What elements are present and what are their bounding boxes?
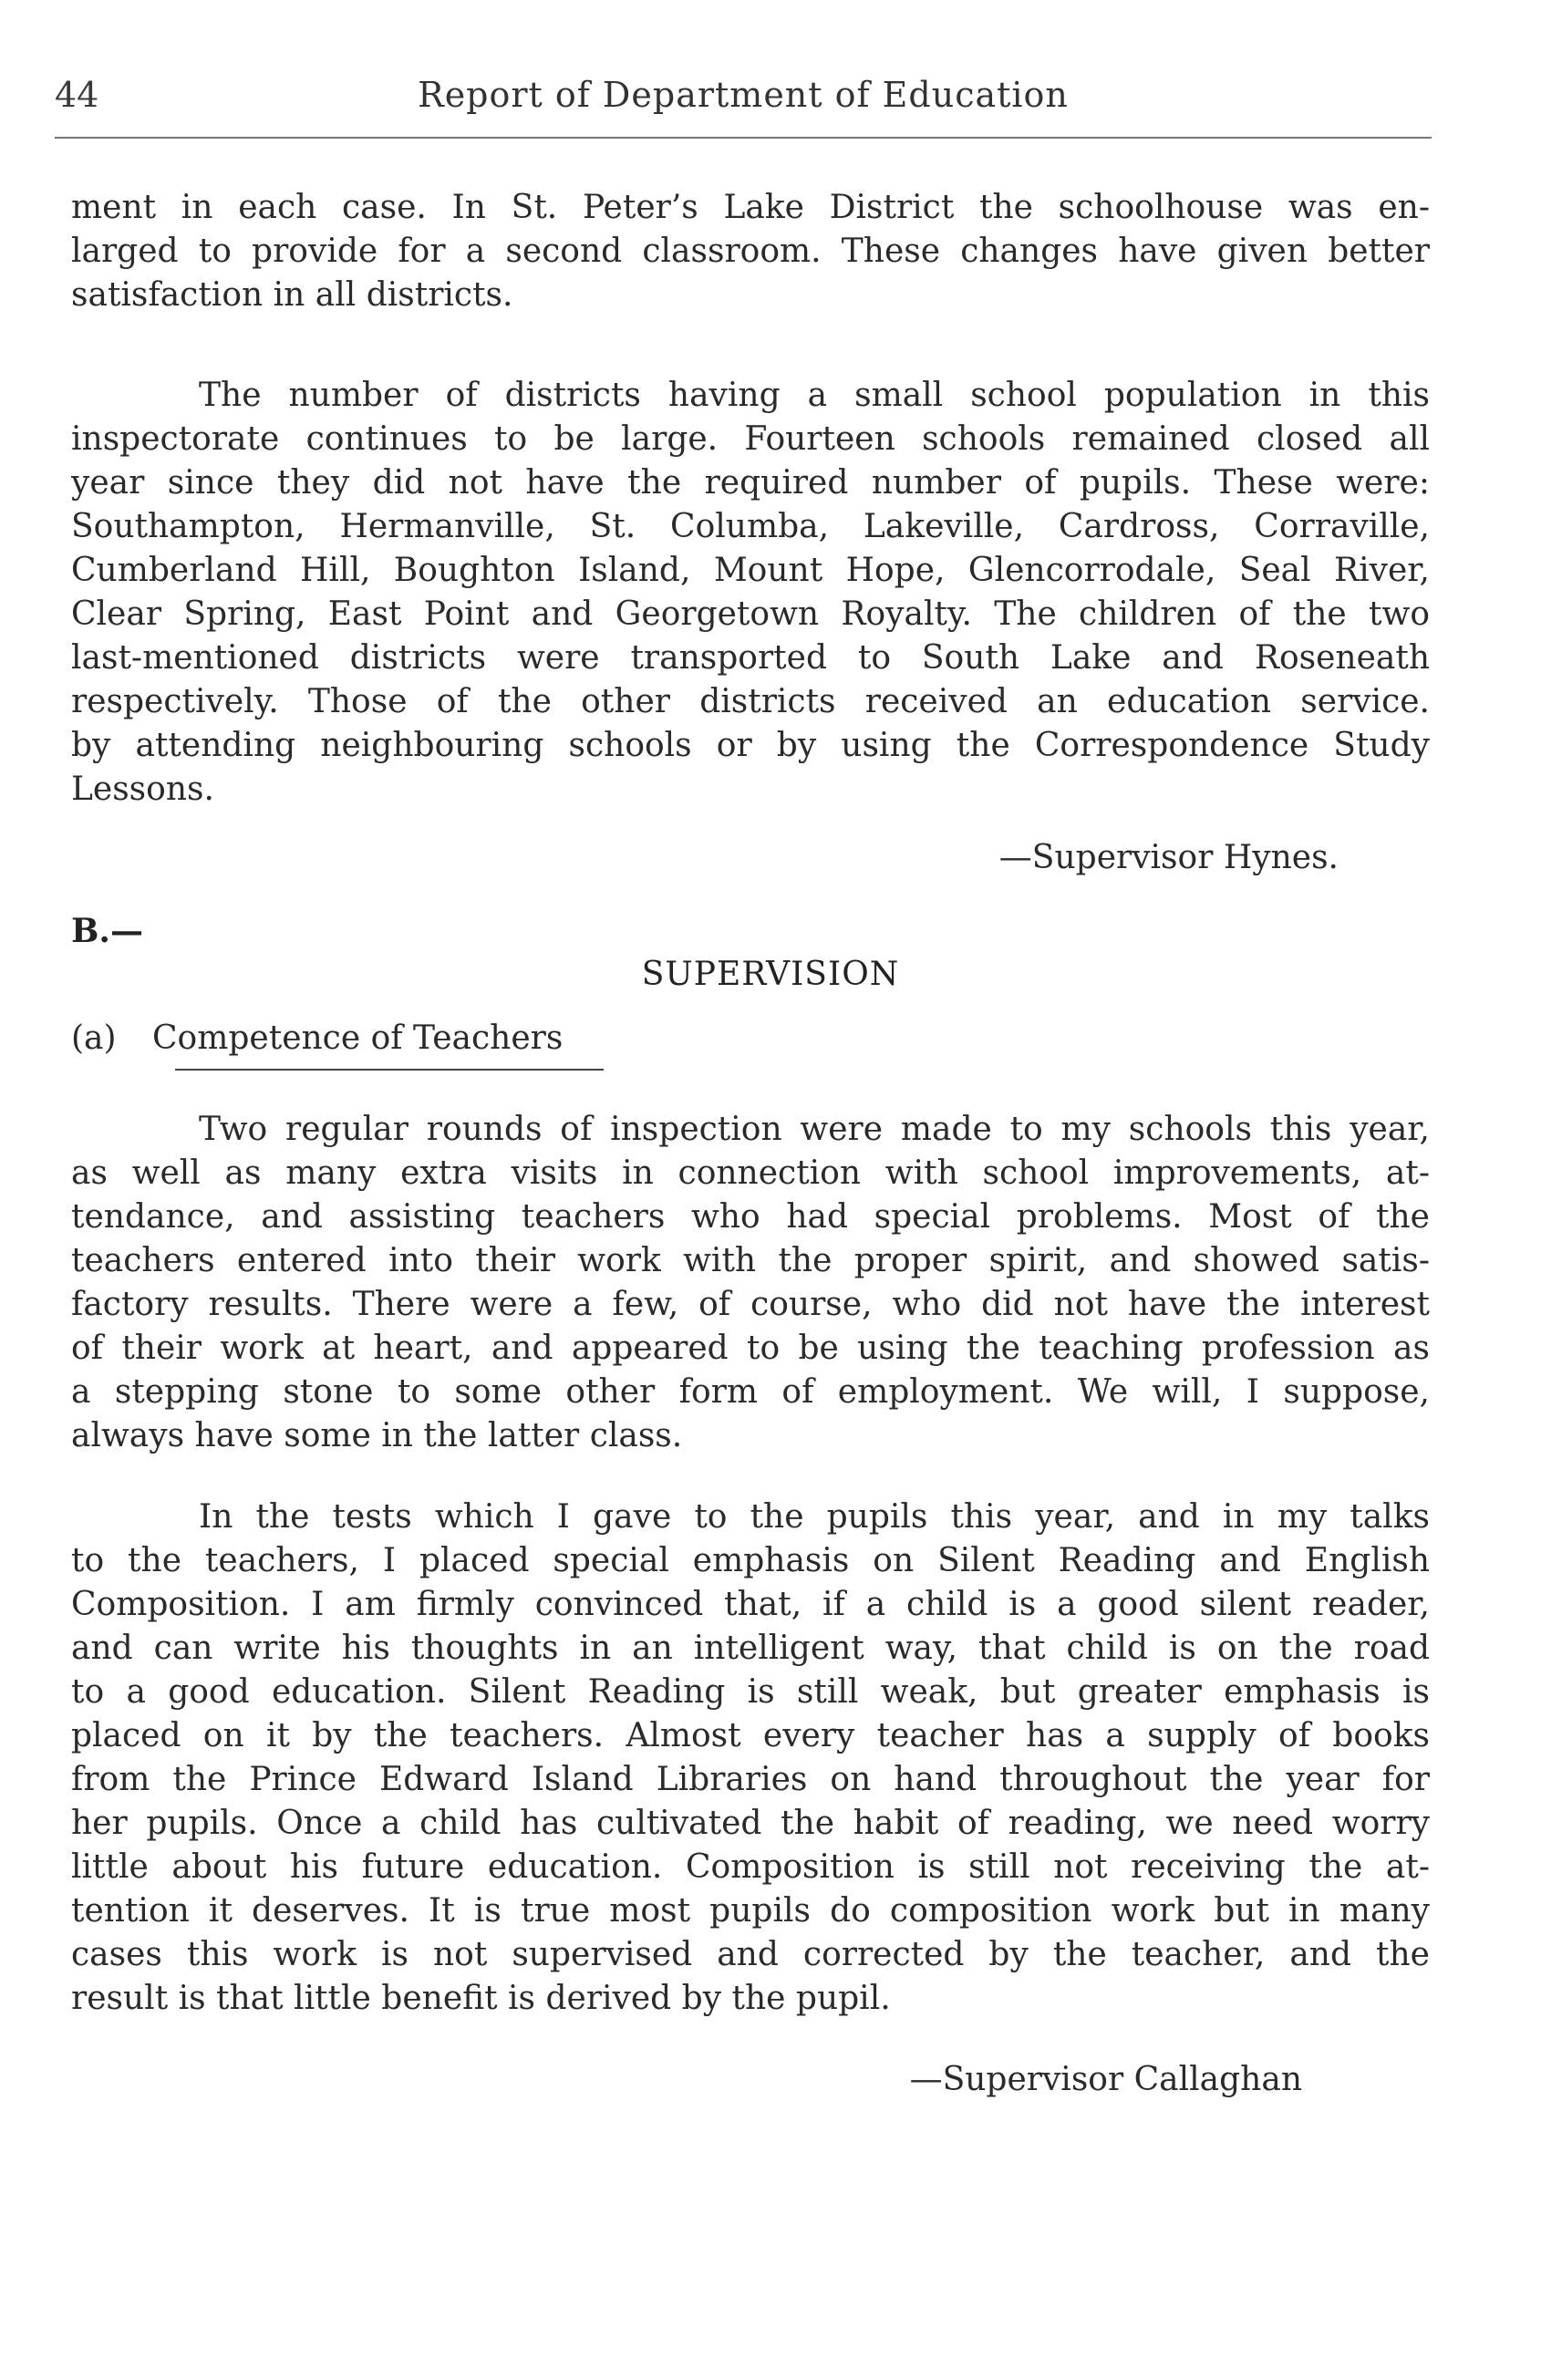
subsection-heading (71, 1019, 563, 1057)
paragraph-inspection-rounds (71, 1108, 1430, 1458)
text-line: larged to provide for a second classroom. These changes have given better (71, 233, 1430, 270)
subsection-marker: (a) (71, 1019, 117, 1057)
text-line: result is that little benefit is derived by the pupil. (71, 1980, 891, 2017)
text-line: her pupils. Once a child has cultivated the habit of reading, we need worry (71, 1805, 1430, 1842)
text-line: always have some in the latter class. (71, 1417, 683, 1454)
text-line: cases this work is not supervised and corrected by the teacher, and the (71, 1936, 1430, 1973)
text-line: Lessons. (71, 771, 214, 808)
text-line: satisfaction in all districts. (71, 276, 513, 314)
text-line: In the tests which I gave to the pupils this year, and in my talks (199, 1498, 1430, 1536)
text-line: teachers entered into their work with the proper spirit, and showed satis- (71, 1242, 1430, 1279)
text-line: tention it deserves. It is true most pupils do composition work but in many (71, 1892, 1430, 1930)
text-line: year since they did not have the required number of pupils. These were: (71, 464, 1430, 502)
text-line: a stepping stone to some other form of employment. We will, I suppose, (71, 1373, 1430, 1411)
text-line: Clear Spring, East Point and Georgetown Royalty. The children of the two (71, 595, 1430, 633)
page-number: 44 (55, 75, 99, 115)
text-line: The number of districts having a small school population in this (199, 377, 1430, 414)
text-line: placed on it by the teachers. Almost every teacher has a supply of books (71, 1717, 1430, 1754)
page-header (55, 75, 1432, 129)
paragraph-district-changes (71, 186, 1430, 317)
text-line: by attending neighbouring schools or by using the Correspondence Study (71, 727, 1430, 764)
section-letter: B.— (71, 912, 143, 950)
text-line: ment in each case. In St. Peter’s Lake District the schoolhouse was en- (71, 189, 1430, 226)
text-line: factory results. There were a few, of course, who did not have the interest (71, 1286, 1430, 1323)
paragraph-small-schools (71, 374, 1430, 812)
section-title: SUPERVISION (641, 956, 900, 993)
signature-callaghan: —Supervisor Callaghan (909, 2061, 1302, 2098)
header-rule (55, 137, 1432, 139)
text-line: respectively. Those of the other districts received an education service. (71, 683, 1430, 720)
text-line: last-mentioned districts were transported to South Lake and Roseneath (71, 639, 1430, 677)
text-line: Two regular rounds of inspection were made to my schools this year, (199, 1111, 1430, 1148)
text-line: and can write his thoughts in an intelligent way, that child is on the road (71, 1630, 1430, 1667)
text-line: Composition. I am firmly convinced that, if a child is a good silent reader, (71, 1586, 1430, 1623)
text-line: to the teachers, I placed special emphasis on Silent Reading and English (71, 1542, 1430, 1579)
running-title: Report of Department of Education (418, 75, 1069, 115)
text-line: of their work at heart, and appeared to be using the teaching profession as (71, 1330, 1430, 1367)
text-line: Cumberland Hill, Boughton Island, Mount Hope, Glencorrodale, Seal River, (71, 552, 1430, 589)
signature-hynes: —Supervisor Hynes. (998, 839, 1339, 876)
text-line: as well as many extra visits in connection with school improvements, at- (71, 1154, 1430, 1192)
text-line: tendance, and assisting teachers who had special problems. Most of the (71, 1198, 1430, 1236)
text-line: Southampton, Hermanville, St. Columba, Lakeville, Cardross, Corraville, (71, 508, 1430, 545)
subsection-underline (175, 1069, 604, 1071)
text-line: little about his future education. Composition is still not receiving the at- (71, 1848, 1430, 1886)
paragraph-reading-composition (71, 1495, 1430, 2021)
text-line: inspectorate continues to be large. Fourteen schools remained closed all (71, 420, 1430, 458)
text-line: from the Prince Edward Island Libraries on hand throughout the year for (71, 1761, 1430, 1798)
subsection-title: Competence of Teachers (152, 1019, 564, 1057)
text-line: to a good education. Silent Reading is still weak, but greater emphasis is (71, 1673, 1430, 1711)
